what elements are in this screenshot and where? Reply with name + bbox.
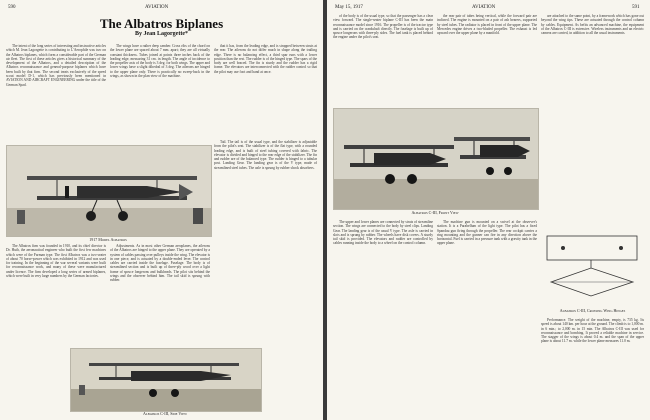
figure-caption: Albatros C-III, Front View [411, 210, 459, 215]
figure-caption: 1917 Model Albatros [89, 237, 127, 242]
right-column-2 [437, 14, 537, 104]
paragraph: of the body is of the usual type, so that the passenger has a clear view forward. The single-seater biplane C-III has been the main reconnaissance model since 1916. The propeller is of the tractor type and is carried on the crankshaft directly. The fuselage is built up of spruce longerons with three-ply sides. The fuel tank is placed behind the engine under the pilot's seat. [333, 14, 433, 40]
paragraph: Adjustments. As in most other German aeroplanes, the ailerons of the Albatros are hinged to the upper plane. They are operated by a system of cables passing over pulleys inside the wing. The elevator is in one piece, and is actuated by a double-ended lever. The control cables are carried inside the fuselage. Fuselage. The body is of streamlined section and is built up of three-ply wood over a light frame of spruce longerons and bulkheads. The pilot sits behind the wings and the observer behind him. The tail skid is sprung with rubber. [110, 244, 210, 283]
figure-caption: Albatros C-III, Crossing Wing Hinges [559, 308, 626, 313]
right-column-3 [541, 14, 644, 144]
page-number-right: 591 [632, 5, 640, 10]
left-column-3-lower [214, 140, 317, 344]
article-title: The Albatros Biplanes [99, 16, 224, 31]
left-column-2-lower [110, 244, 210, 344]
page-date: May 15, 1917 [335, 5, 363, 10]
running-head: AVIATION [145, 5, 169, 10]
right-column-3-lower [541, 318, 644, 414]
paragraph: the rear pair of tubes being vertical, while the forward pair are inclined. The engine is mounted on a pair of ash bearers, supported by steel tubes. The radiator is placed in front of the upper plane. The Mercedes engine drives a two-bladed propeller. The exhaust is led upward over the upper plane by a manifold. [437, 14, 537, 36]
left-column-1-lower [6, 244, 106, 344]
paragraph: The machine gun is mounted on a swivel at the observer's station. It is a Parabellum of the light type. The pilot has a fixed Spandau gun firing through the propeller. The rear cockpit carries a ring mounting and the gunner can fire in any direction above the horizontal. Fuel is carried in a pressure tank with a gravity tank in the upper plane. [437, 220, 537, 246]
paragraph: The wings have a rather deep camber. Cross ribs of the chord on the lower plane are spaced about 7 mm. apart; they are all virtually constant thickness. Tubes joined at points three inches back of the leading edge, measuring 31 cm. in length. The angle of incidence to the propeller axis of the body is 3 deg. for both wings. The upper and lower wings have a slight dihedral of 3 deg. The ailerons are hinged to the upper plane only. There is practically no sweep-back in the wings, as shown in the plan view of the machine. [110, 44, 210, 79]
paragraph: The Albatros firm was founded in 1910, and its chief director is Dr. Huth, the aeronautical engineer who built the first few machines which were of the Farman type. The first Albatros was a two-seater of about 70 horse-power which was exhibited in 1912 and was used for training. In the beginning of the war several variants were built for reconnaissance work, and many of these were manufactured under licence. The firm developed a long series of armed biplanes, which were built in very large numbers by the German factories. [6, 244, 106, 279]
figure-albatros-c3-side [70, 348, 262, 412]
left-column-2 [110, 44, 210, 136]
paragraph: are attached to the same point, by a framework which has gone out beyond the wing tips. These are actuated through the control column by cables. Equipment. As befits an advanced machine, the equipment of the Albatros C-III is extensive. Wireless instruments and an electric camera are carried, in addition to all the usual instruments. [541, 14, 644, 36]
figure-wing-hinge-diagram [541, 230, 644, 306]
right-page [327, 0, 650, 420]
figure-albatros-front [333, 108, 539, 210]
paragraph: Tail. The tail is of the usual type, and the stabilizer is adjustable from the pilot's seat. The stabilizer is of the flat type, with a rounded leading edge, and is built of steel tubing covered with fabric. The elevator is divided and hinged to the rear edge of the stabilizer. The fin and rudder are of the balanced type. The rudder is hinged to a tubular post. Landing Gear. The landing gear is of the V type, made of streamlined steel tubes. The axle is sprung by rubber shock absorbers. [214, 140, 317, 170]
right-column-1 [333, 14, 433, 104]
paragraph: The intent of the long series of interesting and instructive articles which M. Jean Lagorgette is contributing to L'Aerophile was two on the Albatros biplanes, which form a considerable part of the German air fleet. The first of these articles gives a historical summary of the development of the Albatros, and a detailed description of the Albatros reconnaissance and general-purpose biplanes which have been built by that firm. The second treats exclusively of the speed scout model D-1, which has previously been mentioned in AVIATION AND AIRCRAFT ENGINEERING under the title of the German Spad. [6, 44, 106, 87]
page-number-left: 590 [8, 5, 16, 10]
figure-caption: Albatros C-III, Side View [143, 411, 187, 416]
figure-albatros-1917 [6, 145, 212, 237]
right-column-1-lower [333, 220, 433, 414]
left-column-3 [214, 44, 317, 136]
paragraph: that it has, from the leading edge, and is strapped between struts at the rear. The ailerons do not differ much in shape along the trailing edge. There is no balancing effect, a third spar runs with a lower position than the rest. The rudder is of the hinged type. The spars of the body are well braced. The fin is sturdy and the rudder has a rigid frame. The elevators are interconnected with the rudder control so that the pilot may use foot and hand at once. [214, 44, 317, 74]
right-column-2-lower [437, 220, 537, 414]
left-page [0, 0, 323, 420]
running-head: AVIATION [472, 5, 496, 10]
article-byline: By Jean Lagorgette* [135, 31, 188, 37]
paragraph: The upper and lower planes are connected by struts of streamline section. The wings are connected to the body by steel clips. Landing Gear. The landing gear is of the usual V type. The axle is carried in slots and is sprung by rubber. The wheels have disk covers. A sturdy tail skid is provided. The elevators and rudder are controlled by cables running inside the body to a wheel on the control column. [333, 220, 433, 246]
paragraph: Performance. The weight of the machine, empty, is 735 kg. Its speed is about 140 km. per hour at the ground. The climb is to 1,000 m. in 6 min.; to 2,000 m. in 15 min. The Albatros C-III was used for reconnaissance and bombing. It proved a reliable machine in service. The stagger of the wings is about 0.4 m. and the span of the upper plane is about 11.7 m. while the lower plane measures 11.0 m. [541, 318, 644, 344]
